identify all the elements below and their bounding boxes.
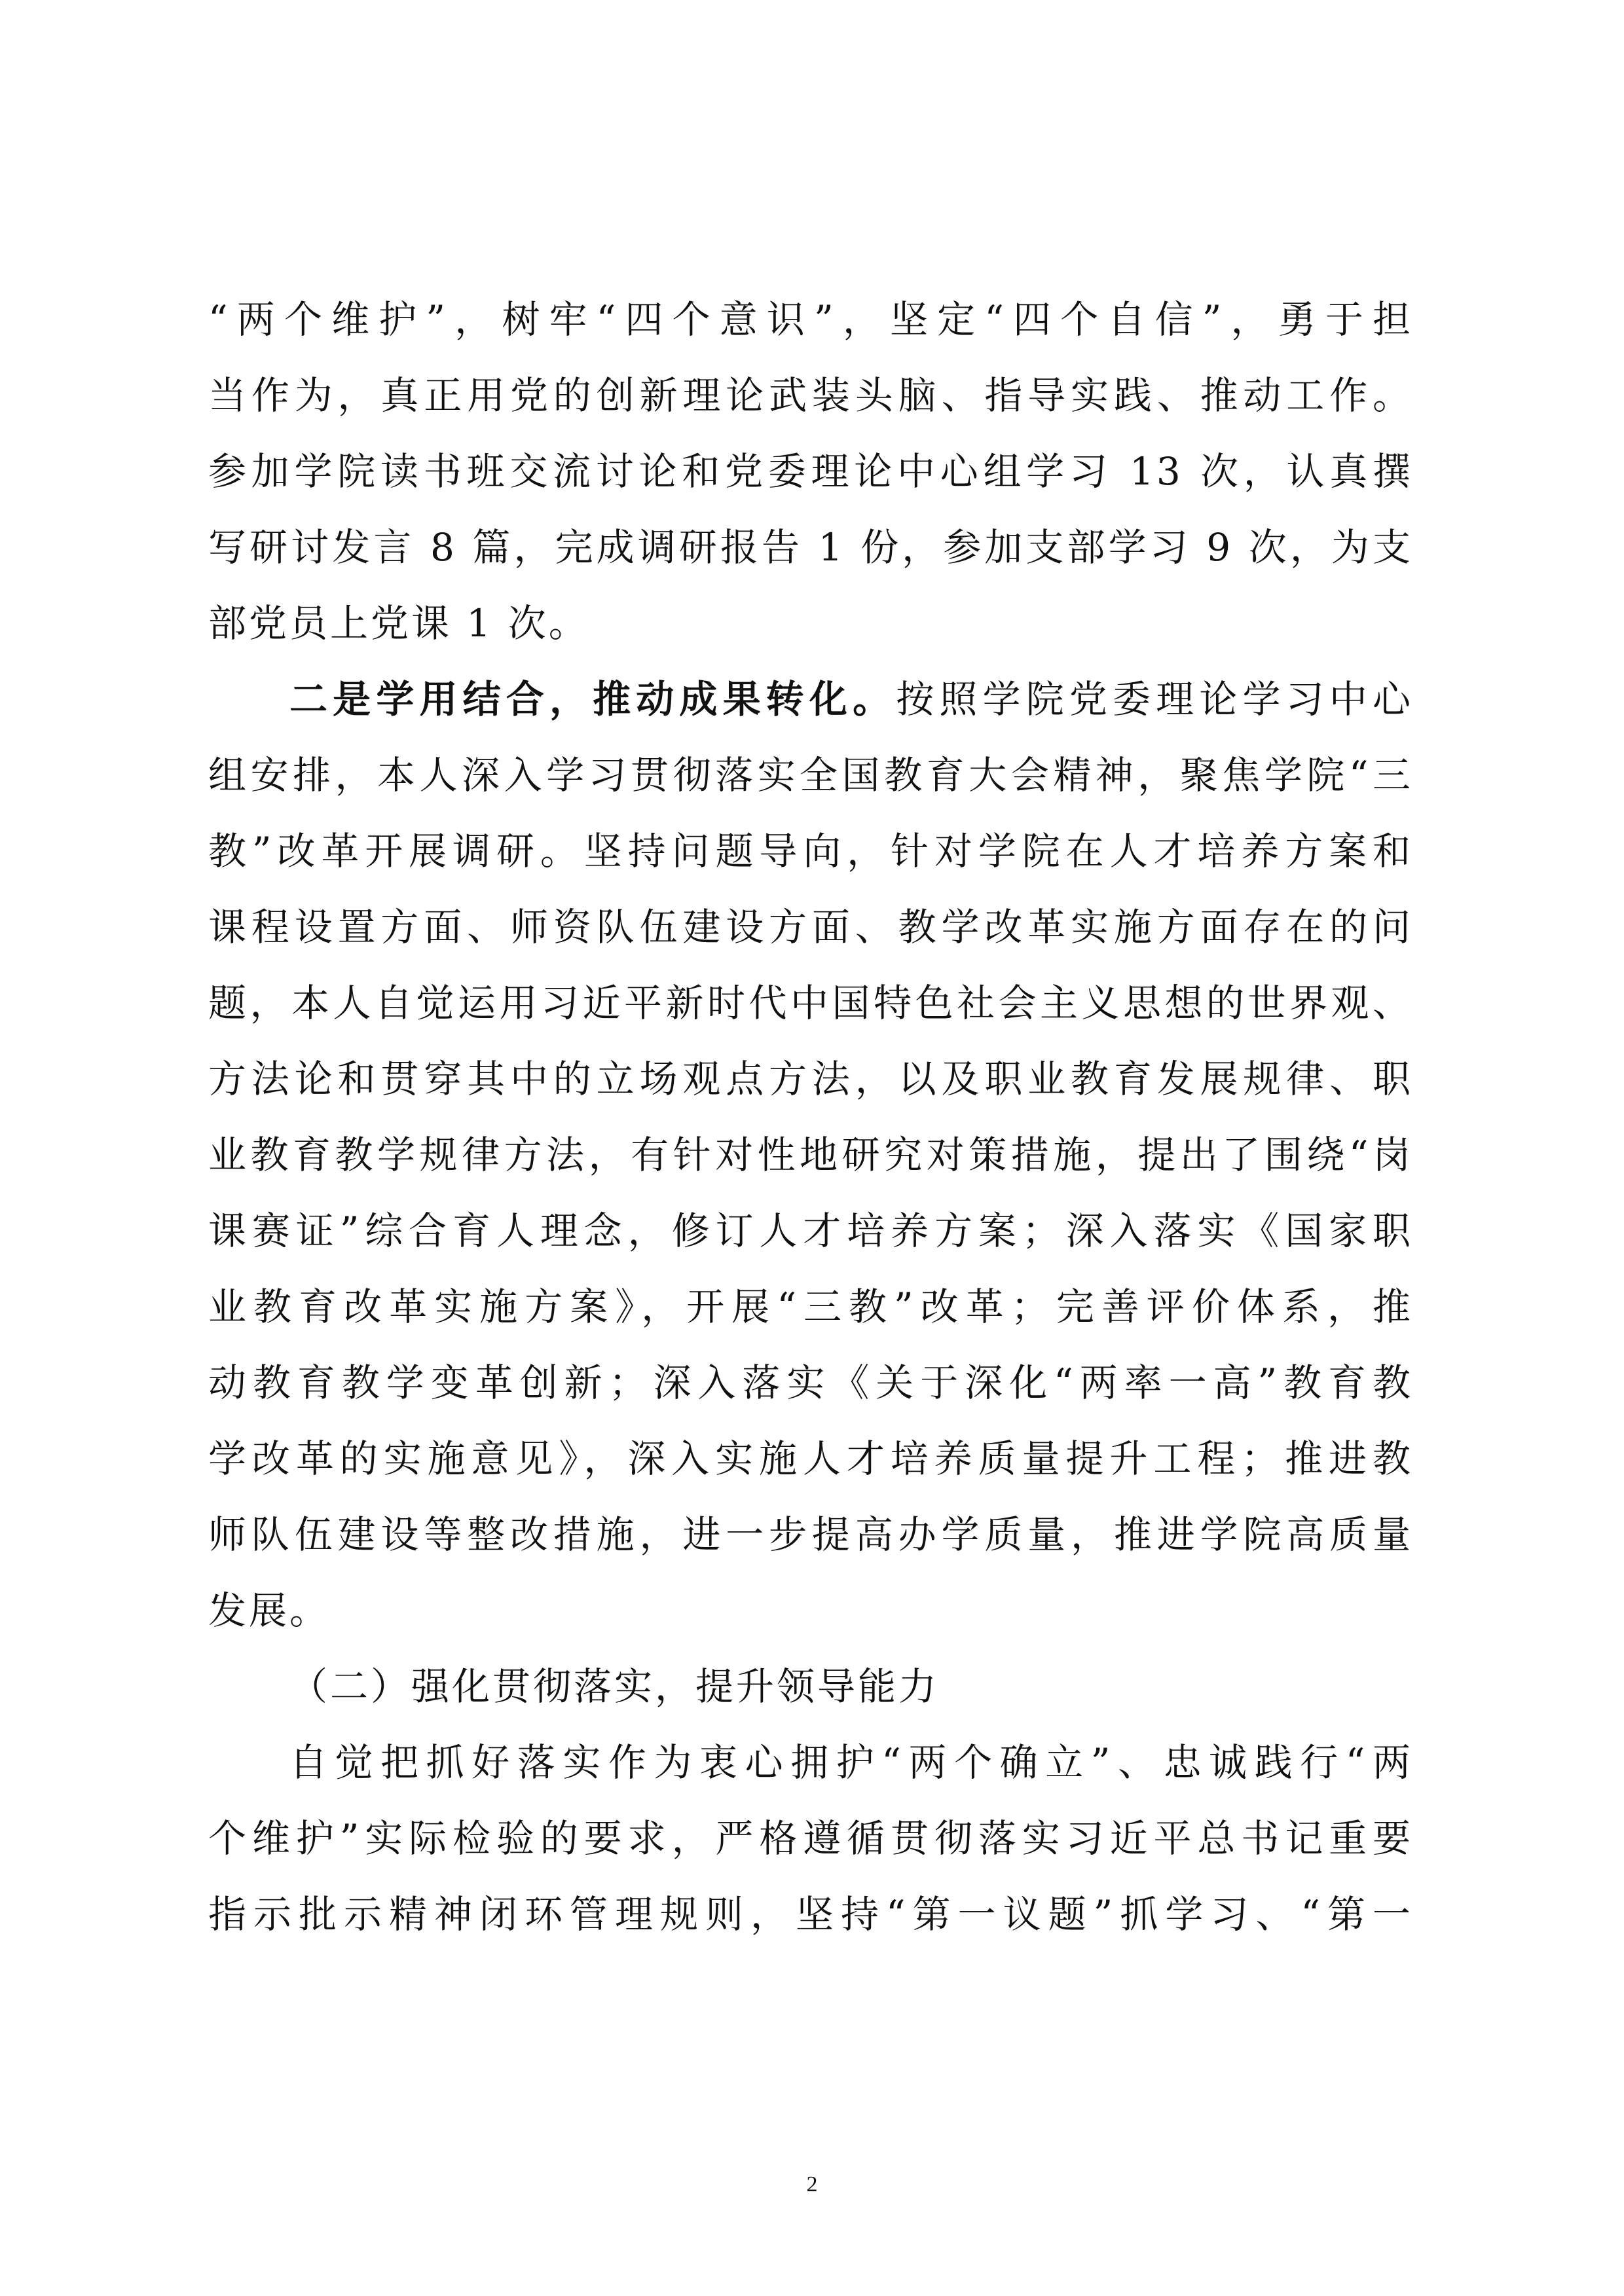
- paragraph: [208, 1724, 1413, 1952]
- text-line: 发展。: [208, 1588, 331, 1633]
- text-line: 业教育改革实施方案》，开展“三教”改革；完善评价体系，推: [208, 1285, 1413, 1329]
- text-line: “两个维护”，树牢“四个意识”，坚定“四个自信”，勇于担: [208, 297, 1413, 342]
- text-line: 部党员上党课 1 次。: [208, 601, 589, 646]
- section-heading: （二）强化贯彻落实，提升领导能力: [289, 1664, 940, 1709]
- paragraph: [208, 661, 1413, 1649]
- paragraph: [208, 282, 1413, 661]
- text-line: 当作为，真正用党的创新理论武装头脑、指导实践、推动工作。: [208, 373, 1413, 418]
- paragraph-lead-text: 按照学院党委理论学习中心: [896, 677, 1413, 721]
- text-line: 指示批示精神闭环管理规则，坚持“第一议题”抓学习、“第一: [208, 1892, 1413, 1937]
- text-line: 课程设置方面、师资队伍建设方面、教学改革实施方面存在的问: [208, 905, 1413, 949]
- page-number: 2: [806, 2172, 818, 2196]
- text-line: 个维护”实际检验的要求，严格遵循贯彻落实习近平总书记重要: [208, 1816, 1413, 1861]
- text-line: 学改革的实施意见》，深入实施人才培养质量提升工程；推进教: [208, 1436, 1413, 1481]
- text-line: 参加学院读书班交流讨论和党委理论中心组学习 13 次，认真撰: [208, 449, 1413, 494]
- text-line: [208, 661, 1413, 737]
- text-line: 动教育教学变革创新；深入落实《关于深化“两率一高”教育教: [208, 1360, 1413, 1405]
- text-line: 方法论和贯穿其中的立场观点方法，以及职业教育发展规律、职: [208, 1057, 1413, 1101]
- text-line: 业教育教学规律方法，有针对性地研究对策措施，提出了围绕“岗: [208, 1133, 1413, 1177]
- document-body: [208, 282, 1413, 1952]
- text-line: 自觉把抓好落实作为衷心拥护“两个确立”、忠诚践行“两: [289, 1740, 1413, 1785]
- text-line: 组安排，本人深入学习贯彻落实全国教育大会精神，聚焦学院“三: [208, 753, 1413, 797]
- text-line: 题，本人自觉运用习近平新时代中国特色社会主义思想的世界观、: [208, 981, 1413, 1025]
- paragraph-lead-heading: 二是学用结合，推动成果转化。: [289, 677, 896, 721]
- text-line: 教”改革开展调研。坚持问题导向，针对学院在人才培养方案和: [208, 829, 1413, 873]
- text-line: 课赛证”综合育人理念，修订人才培养方案；深入落实《国家职: [208, 1209, 1413, 1253]
- text-line: 师队伍建设等整改措施，进一步提高办学质量，推进学院高质量: [208, 1512, 1413, 1557]
- text-line: 写研讨发言 8 篇，完成调研报告 1 份，参加支部学习 9 次，为支: [208, 525, 1413, 570]
